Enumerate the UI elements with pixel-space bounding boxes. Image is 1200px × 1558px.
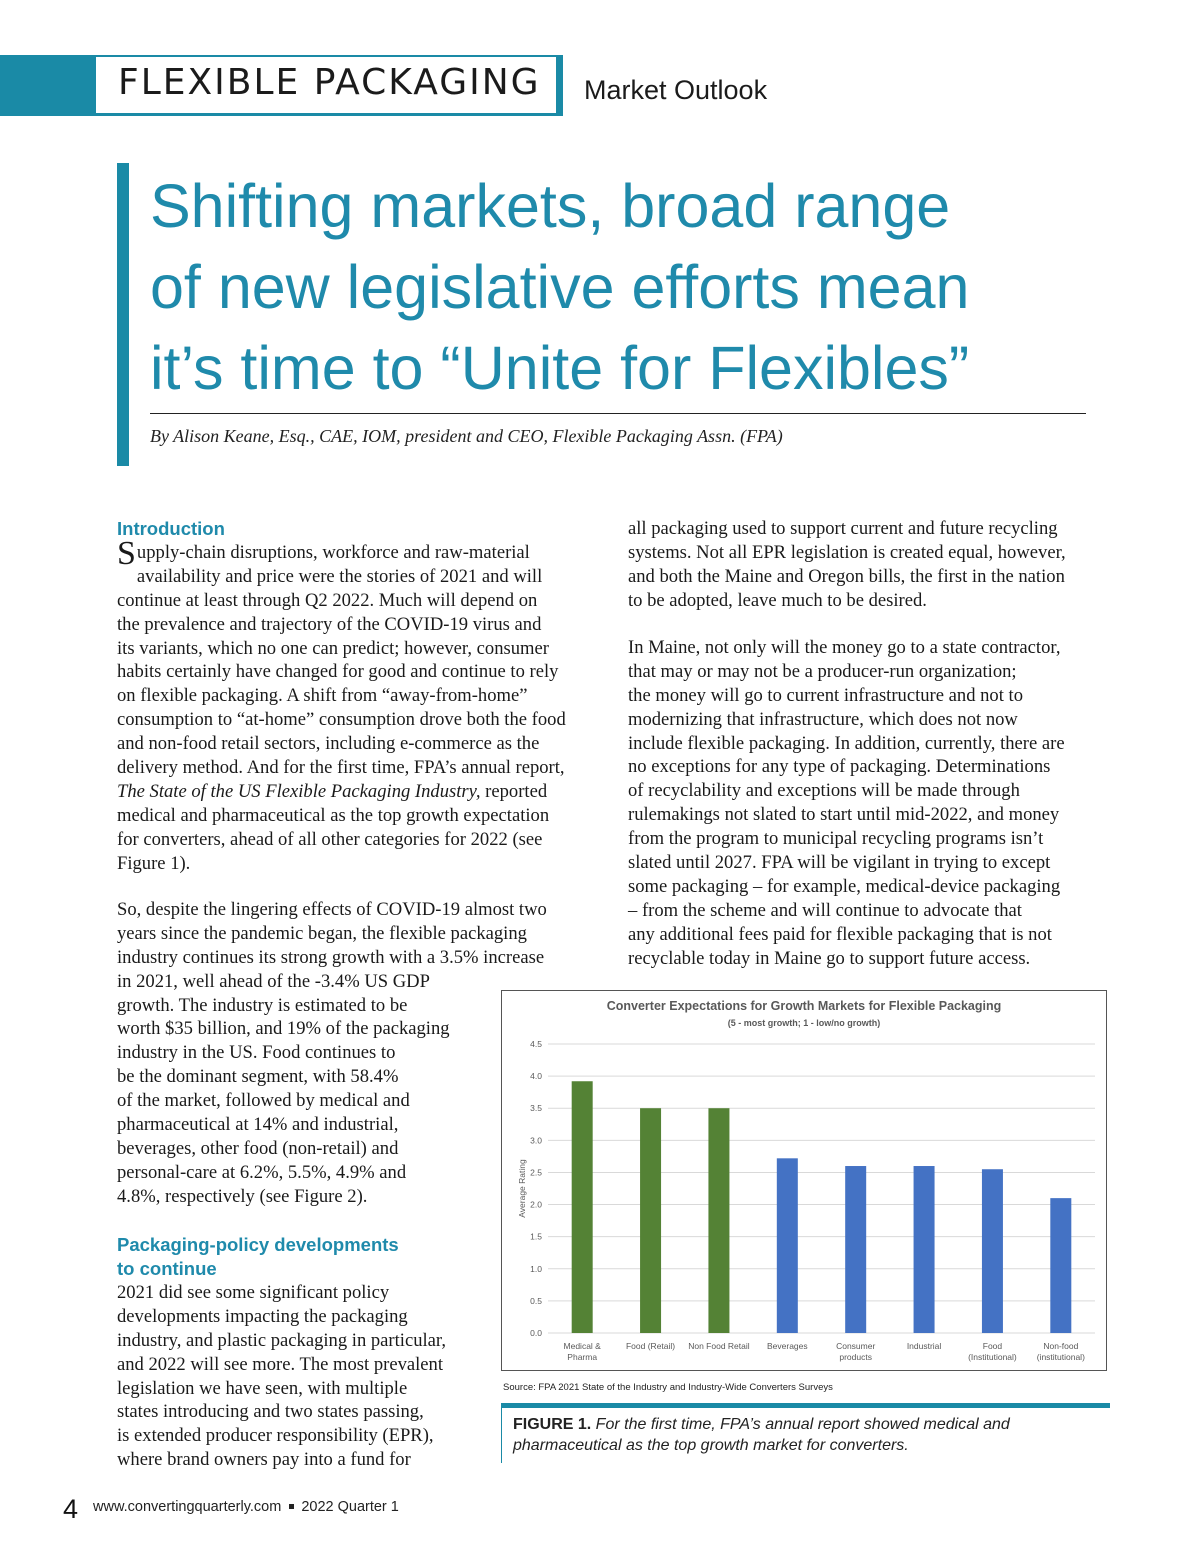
y-tick-label: 1.0 bbox=[530, 1263, 542, 1274]
heading-line: Packaging-policy developments bbox=[117, 1234, 399, 1255]
intro-paragraph bbox=[117, 535, 607, 875]
caption-rule bbox=[501, 1403, 1110, 1408]
text-line: is extended producer responsibility (EPR), bbox=[117, 1425, 434, 1447]
text-line: In Maine, not only will the money go to a state contractor, bbox=[628, 637, 1061, 658]
text-line: all packaging used to support current and future recycling bbox=[628, 518, 1058, 539]
text-line: – from the scheme and will continue to advocate that bbox=[628, 899, 1022, 921]
chart-title: Converter Expectations for Growth Markets for Flexible Packaging bbox=[606, 999, 1002, 1013]
text-line: medical and pharmaceutical as the top growth expectation bbox=[117, 804, 550, 826]
headline-accent-bar bbox=[117, 163, 129, 466]
text-line: legislation we have seen, with multiple bbox=[117, 1377, 408, 1399]
figure-label: FIGURE 1. bbox=[513, 1416, 592, 1433]
heading-line: to continue bbox=[117, 1258, 217, 1279]
text-line: beverages, other food (non-retail) and bbox=[117, 1137, 399, 1159]
y-tick-label: 0.5 bbox=[530, 1295, 542, 1306]
bar bbox=[982, 1169, 1003, 1333]
text-line: that may or may not be a producer-run organization; bbox=[628, 660, 1017, 682]
caption-text: For the first time, FPA’s annual report showed medical and pharmaceutical as the top growth market for converters. bbox=[513, 1416, 1010, 1454]
bar-chart bbox=[501, 990, 1107, 1371]
x-tick-label: products bbox=[839, 1352, 872, 1362]
paragraph bbox=[628, 636, 1108, 970]
y-tick-label: 4.0 bbox=[530, 1071, 542, 1082]
text-line: where brand owners pay into a fund for bbox=[117, 1449, 411, 1471]
text-line: growth. The industry is estimated to be bbox=[117, 994, 408, 1016]
section-subtitle: Market Outlook bbox=[584, 75, 768, 105]
byline: By Alison Keane, Esq., CAE, IOM, president and CEO, Flexible Packaging Assn. (FPA) bbox=[150, 426, 783, 446]
text-line: slated until 2027. FPA will be vigilant in trying to except bbox=[628, 852, 1051, 874]
x-tick-label: Non-food bbox=[1043, 1341, 1079, 1351]
y-tick-label: 1.5 bbox=[530, 1231, 542, 1242]
text-line: delivery method. And for the first time, FPA’s annual report, bbox=[117, 757, 565, 779]
bar bbox=[845, 1166, 866, 1333]
text-line: states introducing and two states passing, bbox=[117, 1401, 424, 1423]
text-line: 2021 did see some significant policy bbox=[117, 1282, 390, 1303]
text-line: rulemakings not slated to start until mid-2022, and money bbox=[628, 804, 1060, 826]
text-line: Figure 1). bbox=[117, 852, 191, 874]
x-tick-label: Industrial bbox=[906, 1341, 942, 1351]
headline-line: it’s time to “Unite for Flexibles” bbox=[150, 334, 970, 402]
chart-source: Source: FPA 2021 State of the Industry and Industry-Wide Converters Surveys bbox=[503, 1382, 833, 1393]
bar bbox=[708, 1108, 729, 1333]
y-tick-label: 2.0 bbox=[530, 1199, 542, 1210]
x-tick-label: Non Food Retail bbox=[688, 1341, 750, 1351]
page-number: 4 bbox=[63, 1494, 79, 1524]
text-line: the money will go to current infrastructure and not to bbox=[628, 684, 1024, 706]
headline bbox=[150, 166, 1090, 409]
x-tick-label: Pharma bbox=[567, 1352, 598, 1362]
text-line: personal-care at 6.2%, 5.5%, 4.9% and bbox=[117, 1161, 407, 1183]
x-tick-label: Beverages bbox=[766, 1341, 808, 1351]
text-line: be the dominant segment, with 58.4% bbox=[117, 1066, 399, 1088]
text-line: industry in the US. Food continues to bbox=[117, 1042, 396, 1064]
text-line: the prevalence and trajectory of the COVID-19 virus and bbox=[117, 613, 542, 635]
policy-heading bbox=[117, 1233, 399, 1281]
text-line: years since the pandemic began, the flexible packaging bbox=[117, 922, 527, 944]
y-tick-label: 3.5 bbox=[530, 1103, 542, 1114]
figure-caption bbox=[513, 1414, 1103, 1456]
text-line: systems. Not all EPR legislation is created equal, however, bbox=[628, 541, 1066, 563]
dropcap: S bbox=[117, 535, 136, 572]
y-tick-label: 0.0 bbox=[530, 1328, 542, 1338]
text-line bbox=[117, 780, 607, 804]
x-tick-label: Food bbox=[982, 1341, 1003, 1351]
caption-side-rule bbox=[501, 1403, 502, 1463]
headline-line: Shifting markets, broad range bbox=[150, 172, 951, 240]
x-tick-label: (Institutional) bbox=[968, 1352, 1017, 1362]
text-line: consumption to “at-home” consumption drove both the food bbox=[117, 709, 566, 731]
bar bbox=[914, 1166, 935, 1333]
y-tick-label: 2.5 bbox=[530, 1167, 542, 1178]
text-line: any additional fees paid for flexible packaging that is not bbox=[628, 923, 1052, 945]
bar bbox=[1050, 1198, 1071, 1333]
text-line: industry, and plastic packaging in particular, bbox=[117, 1329, 447, 1351]
text-line: of recyclability and exceptions will be made through bbox=[628, 780, 1020, 802]
text-line: to be adopted, leave much to be desired. bbox=[628, 589, 927, 611]
text-line: include flexible packaging. In addition, currently, there are bbox=[628, 732, 1065, 754]
bar bbox=[572, 1081, 593, 1333]
section-label: FLEXIBLE PACKAGING bbox=[118, 62, 541, 103]
x-tick-label: Food (Retail) bbox=[625, 1341, 676, 1351]
bar bbox=[777, 1158, 798, 1333]
text-line: some packaging – for example, medical-device packaging bbox=[628, 875, 1061, 897]
text-line: for converters, ahead of all other categories for 2022 (see bbox=[117, 828, 543, 850]
text-line: its variants, which no one can predict; however, consumer bbox=[117, 637, 549, 659]
headline-rule bbox=[150, 413, 1086, 414]
text-line: and non-food retail sectors, including e-commerce as the bbox=[117, 733, 540, 755]
text-line: no exceptions for any type of packaging. Determinations bbox=[628, 756, 1051, 778]
x-tick-label: Consumer bbox=[836, 1341, 876, 1351]
footer-website: www.convertingquarterly.com bbox=[93, 1499, 282, 1515]
text-line: habits certainly have changed for good and continue to rely bbox=[117, 661, 559, 683]
x-tick-label: (institutional) bbox=[1036, 1352, 1085, 1362]
footer-separator bbox=[289, 1504, 294, 1509]
text-line: and both the Maine and Oregon bills, the first in the nation bbox=[628, 565, 1065, 587]
text-line: from the program to municipal recycling programs isn’t bbox=[628, 828, 1044, 850]
text-line: and 2022 will see more. The most prevalent bbox=[117, 1353, 443, 1375]
report-title: The State of the US Flexible Packaging Industry, bbox=[117, 780, 481, 802]
text-line: in 2021, well ahead of the -3.4% US GDP bbox=[117, 970, 430, 992]
y-tick-label: 4.5 bbox=[530, 1039, 542, 1049]
text-line: recyclable today in Maine go to support future access. bbox=[628, 947, 1031, 969]
headline-line: of new legislative efforts mean bbox=[150, 253, 970, 321]
y-axis-label: Average Rating bbox=[517, 1159, 527, 1218]
text-line: developments impacting the packaging bbox=[117, 1305, 408, 1327]
text-line: industry continues its strong growth with a 3.5% increase bbox=[117, 946, 545, 968]
text-line: So, despite the lingering effects of COVID-19 almost two bbox=[117, 899, 547, 920]
text-line: 4.8%, respectively (see Figure 2). bbox=[117, 1185, 368, 1207]
paragraph bbox=[117, 1281, 487, 1472]
y-tick-label: 3.0 bbox=[530, 1135, 542, 1146]
text-line: upply-chain disruptions, workforce and raw-material bbox=[136, 542, 530, 563]
text-fragment: reported bbox=[480, 780, 548, 802]
paragraph bbox=[628, 517, 1108, 613]
text-line: pharmaceutical at 14% and industrial, bbox=[117, 1114, 399, 1136]
text-line: availability and price were the stories of 2021 and will bbox=[136, 565, 543, 587]
footer-issue: 2022 Quarter 1 bbox=[301, 1499, 399, 1515]
text-line: of the market, followed by medical and bbox=[117, 1090, 410, 1112]
text-line: modernizing that infrastructure, which does not now bbox=[628, 708, 1018, 730]
text-line: on flexible packaging. A shift from “away-from-home” bbox=[117, 685, 528, 707]
text-line: continue at least through Q2 2022. Much will depend on bbox=[117, 589, 538, 611]
footer bbox=[93, 1499, 399, 1515]
chart-subtitle: (5 - most growth; 1 - low/no growth) bbox=[727, 1018, 881, 1028]
intro-heading: Introduction bbox=[117, 518, 225, 539]
text-line: worth $35 billion, and 19% of the packaging bbox=[117, 1018, 450, 1040]
x-tick-label: Medical & bbox=[563, 1341, 601, 1351]
bar bbox=[640, 1108, 661, 1333]
